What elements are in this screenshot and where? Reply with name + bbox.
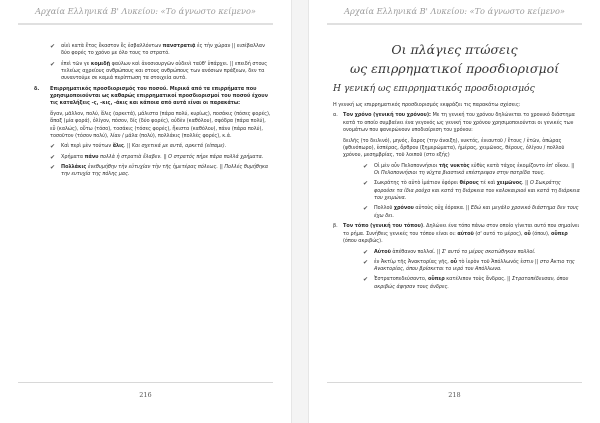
section-d [34, 86, 272, 179]
checkmark-icon: ✔ [50, 60, 56, 68]
text-segment: Στρατοπέδευσαν, όπου ακριβώς άφησαν τους άνδρες. [374, 276, 569, 290]
section-heading: Η γενική ως επιρρηματικός προσδιορισμός [333, 83, 535, 94]
text-segment: Πολλάκις [61, 163, 87, 170]
text-segment: χειμῶνος [496, 180, 522, 187]
text-segment: . || Και σχετικά με αυτά, αρκετά (είπαμε). [123, 143, 227, 150]
checkmark-icon: ✔ [363, 180, 369, 188]
text-segment: οὗ [524, 230, 531, 237]
text-segment: Ἐστρατοπεδεύσαντο, [374, 276, 428, 283]
text-segment: στο Άκτιο της Ανακτορίας, όπου βρίσκεται το ιερό του Απόλλωνα. [374, 258, 575, 273]
item-a-heading-bold: Τον χρόνο (γενική του χρόνου): [343, 112, 432, 119]
check-bullet-item [363, 205, 581, 220]
left-header-rule [18, 23, 273, 25]
check-bullet-item [50, 143, 272, 150]
text-segment: Σ' αυτό το μέρος σκοτώθηκαν πολλοί. [441, 248, 536, 255]
chapter-title [309, 40, 600, 78]
text-segment: αὐτοῦ [457, 230, 474, 237]
text-segment: (όπου ακριβώς). [343, 238, 383, 245]
text-segment: (όπου), [530, 230, 551, 237]
check-bullet-item [363, 259, 581, 274]
right-footer-rule [327, 382, 582, 383]
right-page-number: 218 [448, 391, 461, 399]
checkmark-icon: ✔ [50, 163, 56, 171]
text-segment: οὗπερ [427, 276, 445, 283]
item-a [333, 112, 581, 220]
text-segment: πανστρατιᾷ [162, 43, 196, 49]
text-segment: τῆς νυκτὸς [438, 162, 470, 169]
item-b-label: β. [333, 223, 338, 230]
intro-text: Η γενική ως επιρρηματικός προσδιορισμός εκφράζει τις παρακάτω σχέσεις: [333, 102, 521, 108]
check-bullet-item [363, 163, 581, 178]
item-b-heading [343, 223, 581, 245]
item-b-bullets [343, 249, 581, 292]
check-bullet-item [50, 61, 272, 83]
checkmark-icon: ✔ [50, 43, 56, 50]
text-segment: ἐνεθυμήθην τὴν εὐτυχίαν τὴν τῆς ἡμετέρας πόλεως. || Πολλές θυμήθηκα την ευτυχία της πόλης μας. [61, 163, 269, 178]
text-segment: οὗ [450, 258, 458, 265]
text-segment: κατέλιπον τοὺς ἄνδρας. || [444, 276, 513, 283]
check-bullet-item [363, 276, 581, 291]
left-top-bullets [50, 43, 272, 83]
text-segment: φαύλων καὶ ἀνοσιουργῶν οὐδενὶ ταῦθ' ὑπάρχει. || επειδή στους τελείως αχρείους ανθρώπους και στους ανθρώπους των ανόσιων πράξεων, δεν τα συναντούμε σε καμιά περίπτωση τα στοιχεία αυτά. [61, 60, 268, 82]
item-b-heading-rest: . Δηλώνει ένα τόπο πάνω στον οποίο γίνεται αυτό που σημαίνει το ρήμα. Συνήθεις γενικές του τόπου είναι οι: [343, 223, 580, 237]
item-a-heading-rest: Με τη γενική του χρόνου δηλώνεται το χρονικό διάστημα κατά το οποίο συμβαίνει ένα γεγονός ως γενική του χρόνου χρησιμοποιούνται οι γενικές των ονομάτων που φανερώνουν υποδιαίρεση του χρόνου: [343, 112, 575, 134]
right-header-rule [327, 23, 582, 25]
right-body [333, 102, 581, 294]
checkmark-icon: ✔ [363, 205, 369, 213]
text-segment: . || [522, 180, 530, 187]
left-footer-rule [18, 382, 273, 383]
text-segment: οὗπερ [551, 230, 568, 237]
left-body [34, 43, 272, 181]
text-segment: ἀπέθανον πολλοί. || [390, 248, 442, 255]
right-running-head: Αρχαία Ελληνικά Β' Λυκείου: «Το άγνωστο κείμενο» [344, 6, 565, 16]
checkmark-icon: ✔ [363, 258, 369, 266]
chapter-title-line-2: ως επιρρηματικοί προσδιορισμοί [349, 61, 560, 76]
left-running-head: Αρχαία Ελληνικά Β' Λυκείου: «Το άγνωστο κείμενο» [35, 6, 256, 16]
section-d-bullets [50, 143, 272, 178]
text-segment: ἐς τὴν χώραν || εισέβαλλαν δύο φορές το χρόνο με όλο τους το στρατό. [61, 43, 265, 57]
text-segment: Χρήματα [61, 153, 85, 160]
item-a-heading [343, 112, 581, 134]
text-segment: Ο Σωκράτης φορούσε τα ίδια ρούχα και κατά τη διάρκεια του καλοκαιριού και κατά τη διάρκεια του χειμώνα. [374, 180, 580, 202]
text-segment: αἰεὶ κατὰ ἔτος ἕκαστον ἔς ἐσβαλλόντων [61, 43, 163, 49]
text-segment: Οι Πελοποννήσιοι τη νύχτα βιαστικά επέστρεψαν στην πατρίδα τους. [374, 170, 545, 177]
chapter-title-line-1: Οι πλάγιες πτώσεις [391, 42, 518, 57]
checkmark-icon: ✔ [50, 143, 56, 151]
check-bullet-item [363, 180, 581, 202]
left-page [0, 0, 292, 423]
text-segment: Σωκράτης τὸ αὐτὸ ἱμάτιον ἐφόρει [374, 180, 460, 187]
check-bullet-item [50, 164, 272, 179]
item-a-bullets [343, 163, 581, 220]
checkmark-icon: ✔ [363, 276, 369, 284]
text-segment: τὸ ἱερὸν τοῦ Ἀπόλλωνός ἐστιν || [457, 258, 540, 265]
text-segment: πολλὰ ἡ στρατιὰ ἔλαβεν. || Ο στρατός πήρε πάρα πολλά χρήματα. [98, 153, 264, 160]
text-segment: Καὶ περὶ μὲν τούτων [61, 143, 113, 150]
text-segment: ἅλις [112, 143, 124, 150]
item-a-label: α. [333, 112, 338, 119]
section-d-heading: Επιρρηματικός προσδιορισμός του ποσού. Μερικά από τα επιρρήματα που χρησιμοποιούνται ως καθαρώς επιρρηματικοί προσδιορισμοί του ποσού έχουν τις καταλήξεις -ς, -κις, -άκις και κάποια από αυτά είναι οι παρακάτω: [50, 85, 268, 107]
section-d-list: ἅγαν, μᾶλλον, πολύ, ἅλις (αρκετά), μάλιστα (πάρα πολύ, κυρίως), ποσάκις (πόσες φορές), ἅπαξ (μία φορά), ὀλίγον, πόσον, δίς (δύο φορές), οὐδὲν (καθόλου), σφόδρα (πάρα πολύ), εὖ (καλώς), οὕτω (τόσο), τοσάκις (τόσες φορές), ἥκιστα (καθόλου), πάνυ (πάρα πολύ), τοσοῦτον (τόσον πολύ), λίαν / μάλα (πολύ), πολλάκις (πολλές φορές), κ.ά. [50, 110, 271, 140]
item-b-heading-bold: Τον τόπο (γενική του τόπου) [343, 223, 424, 230]
check-bullet-item [50, 154, 272, 161]
text-segment: ἐπεὶ τῶν γε [61, 60, 91, 67]
section-d-label: δ. [34, 85, 40, 92]
right-page [308, 0, 600, 423]
text-segment: χρόνου [393, 205, 414, 212]
text-segment: (σ' αυτό το μέρος), [473, 230, 525, 237]
check-bullet-item [363, 249, 581, 256]
text-segment: θέρους [459, 180, 479, 187]
text-segment: κομιδῇ [90, 60, 111, 67]
item-b [333, 223, 581, 291]
text-segment: Πολλοῦ [374, 205, 394, 212]
checkmark-icon: ✔ [50, 153, 56, 161]
checkmark-icon: ✔ [363, 248, 369, 256]
text-segment: πάνυ [84, 153, 99, 160]
item-a-list: δειλῆς (το δειλινό), μηνός, ἔαρος (την άνοιξη), νυκτός, ἐνιαυτοῦ / ἔτους / ἐτῶν, ὀπώρας (φθινόπωρο), ἑσπέρας, ὄρθρου (ξημερώματα), ἡμέρας, χειμῶνος, θέρους, ὀλίγου / πολλοῦ χρόνου, μεσημβρίας, τοῦ λοιποῦ (στο εξής) [343, 137, 565, 159]
book-gutter [292, 0, 308, 423]
text-segment: Οἱ μὲν οὖν Πελοποννήσιοι [374, 162, 439, 169]
text-segment: εὐθὺς κατὰ τάχος ἐκομίζοντο ἐπ' οἴκου. || [469, 162, 575, 169]
text-segment: Εδώ και μεγάλο χρονικό διάστημα δεν τους έχω δει. [374, 205, 579, 219]
check-bullet-item [50, 43, 272, 58]
text-segment: τέ καὶ [478, 180, 497, 187]
text-segment: Αὐτοῦ [374, 248, 391, 255]
checkmark-icon: ✔ [363, 162, 369, 170]
text-segment: αὐτοὺς οὐχ ἑόρακα. || [413, 205, 471, 212]
left-page-number: 216 [139, 391, 152, 399]
text-segment: ἐν Ἀκτίῳ τῆς Ἀνακτορίας γῆς, [374, 258, 451, 265]
